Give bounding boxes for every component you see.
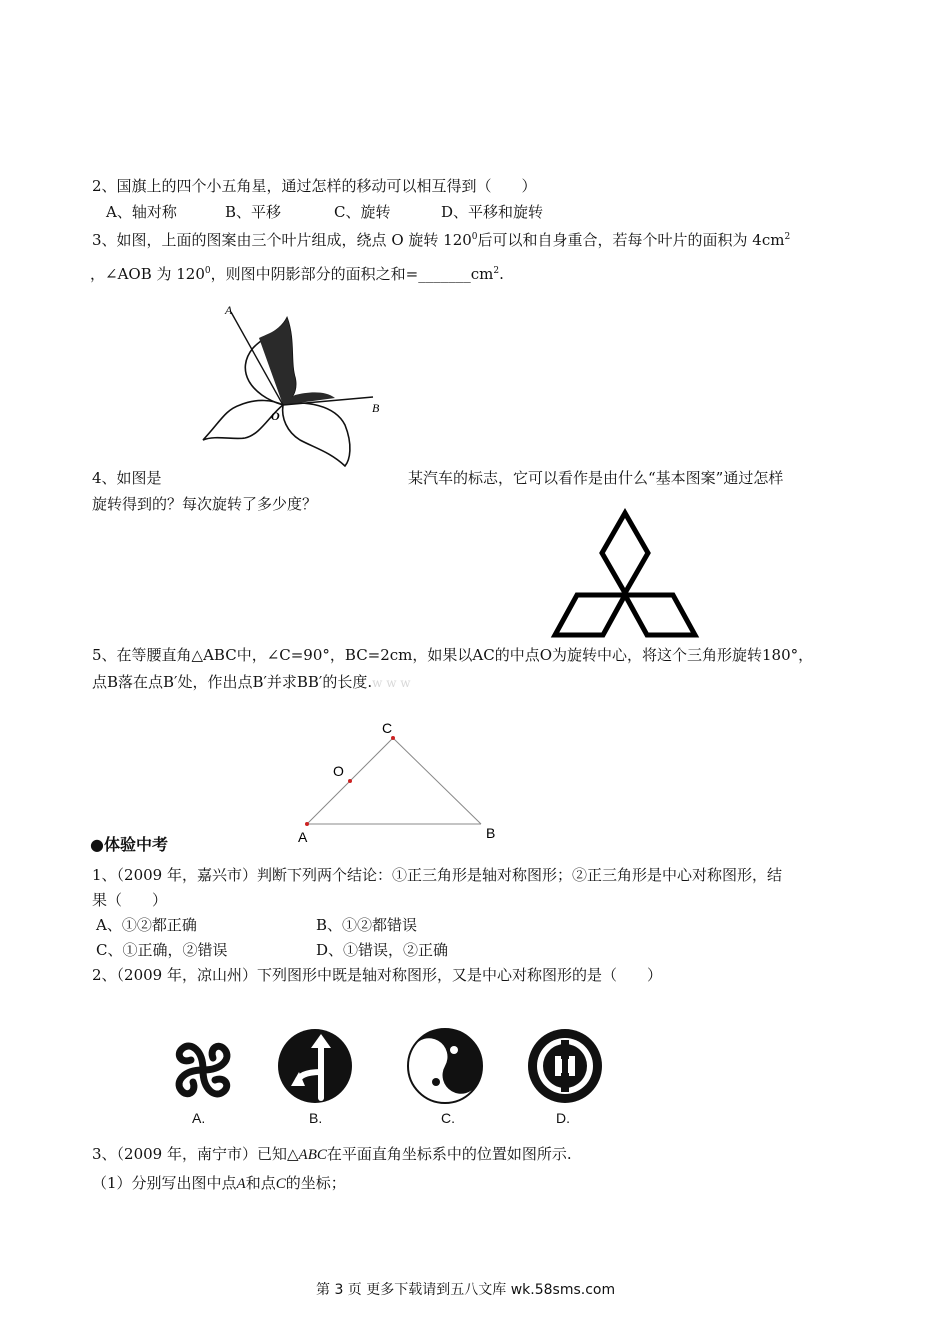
label-b: B — [486, 825, 496, 841]
label-b: B — [372, 401, 380, 415]
q2-stem: 2、国旗上的四个小五角星，通过怎样的移动可以相互得到（ ） — [92, 177, 537, 195]
page-footer: 第 3 页 更多下载请到五八文库 wk.58sms.com — [316, 1282, 616, 1298]
label-a: A — [298, 829, 308, 845]
symbol-d-figure — [525, 1026, 605, 1106]
q2-option-d: D、平移和旋转 — [441, 203, 544, 221]
point-c — [391, 736, 395, 740]
q3-line2-degree-sup: 0 — [204, 266, 211, 276]
exam-q1-line2: 果（ ） — [92, 891, 168, 909]
symbol-b-figure — [275, 1026, 355, 1106]
q3-line2-area-sup: 2 — [493, 266, 500, 276]
symbol-c-figure — [405, 1026, 485, 1106]
exam-q2-stem: 2、（2009 年，凉山州）下列图形中既是轴对称图形，又是中心对称图形的是（ ） — [92, 966, 662, 984]
shaded-region-upper — [259, 318, 296, 405]
exam-q1-option-d: D、①错误，②正确 — [316, 941, 449, 959]
q5-line2-text: 点B落在点B′处，作出点B′并求BB′的长度. — [92, 673, 373, 691]
exam-q3-sub1-c: 的坐标； — [285, 1174, 346, 1192]
exam-q3-abc: ABC — [298, 1147, 327, 1163]
label-o: O — [271, 409, 280, 423]
symbol-a-figure — [163, 1030, 243, 1110]
exam-q3-line1 — [92, 1144, 572, 1165]
symbol-label-d: D. — [556, 1110, 570, 1126]
q3-degree-sup: 0 — [471, 232, 478, 242]
leaf-lower-right — [283, 403, 350, 466]
exam-q3-point-a: A — [236, 1176, 246, 1192]
symbol-label-c: C. — [441, 1110, 455, 1126]
q3-line1-text: 3、如图，上面的图案由三个叶片组成，绕点 O 旋转 120 — [92, 231, 472, 249]
q3-line1-rest: 后可以和自身重合，若每个叶片的面积为 4cm — [477, 231, 785, 249]
label-a: A — [225, 303, 233, 317]
symbol-label-b: B. — [309, 1110, 323, 1126]
triangle-abc-figure — [295, 718, 525, 848]
exam-q3-point-c: C — [275, 1176, 286, 1192]
exam-q1-option-b: B、①②都错误 — [316, 916, 418, 934]
q3-line2-end: . — [499, 265, 504, 283]
label-o: O — [333, 763, 344, 779]
watermark-text: w w w — [372, 676, 411, 690]
q3-line2-rest: ，则图中阴影部分的面积之和=_______cm — [210, 265, 494, 283]
side-cb — [393, 738, 481, 824]
section-heading: ●体验中考 — [90, 835, 168, 854]
symbol-label-a: A. — [192, 1110, 206, 1126]
q5-line2 — [92, 672, 411, 693]
point-a — [305, 822, 309, 826]
q3-line1 — [92, 230, 790, 250]
q4-line1a: 4、如图是 — [92, 469, 162, 487]
q4-line2: 旋转得到的？每次旋转了多少度？ — [92, 495, 318, 513]
rhombus-top — [602, 513, 648, 593]
exam-q3-triangle: △ — [287, 1145, 299, 1163]
exam-q3-sub1 — [92, 1173, 346, 1194]
exam-q1-option-a: A、①②都正确 — [96, 916, 197, 934]
exam-q3-text-b: 在平面直角坐标系中的位置如图所示. — [326, 1145, 572, 1163]
q2-option-a: A、轴对称 — [106, 203, 177, 221]
q5-line1: 5、在等腰直角△ABC中，∠C=90°，BC=2cm，如果以AC的中点O为旋转中心，将这个三角形旋转180°， — [92, 646, 814, 664]
car-logo-figure — [550, 508, 710, 638]
three-leaf-figure — [195, 300, 395, 470]
q3-line2 — [90, 264, 504, 284]
exam-q3-text-a: 3、（2009 年，南宁市）已知 — [92, 1145, 287, 1163]
exam-q3-sub1-a: （1）分别写出图中点 — [92, 1174, 237, 1192]
exam-q3-sub1-b: 和点 — [245, 1174, 276, 1192]
rhombus-right-shape — [625, 595, 695, 635]
q3-line2-text: ，∠AOB 为 120 — [90, 265, 205, 283]
exam-q1-option-c: C、①正确，②错误 — [96, 941, 228, 959]
label-c: C — [382, 720, 393, 736]
point-o — [348, 779, 352, 783]
q2-option-c: C、旋转 — [334, 203, 391, 221]
q4-line1b: 某汽车的标志，它可以看作是由什么“基本图案”通过怎样 — [408, 469, 784, 487]
rhombus-left-shape — [555, 595, 625, 635]
q3-area-sup: 2 — [784, 232, 791, 242]
q2-option-b: B、平移 — [225, 203, 282, 221]
exam-q1-line1: 1、（2009 年，嘉兴市）判断下列两个结论：①正三角形是轴对称图形；②正三角形是中心对称图形，结 — [92, 866, 782, 884]
